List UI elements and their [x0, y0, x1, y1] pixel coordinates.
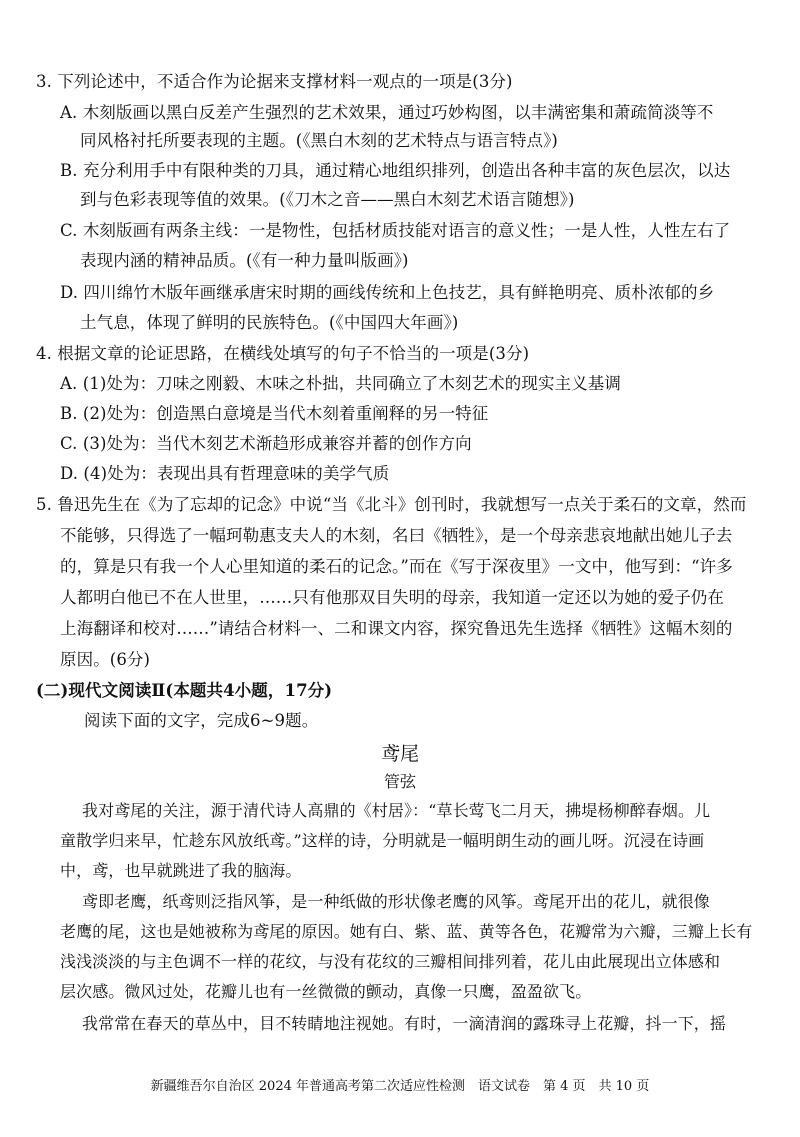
paragraph-1-line-3: 中，鸢，也早就跳进了我的脑海。: [60, 861, 302, 880]
q4-option-c: C. (3)处为：当代木刻艺术渐趋形成兼容并蓄的创作方向: [60, 434, 472, 453]
q5-line-4: 人都明白他已不在人世里，……只有他那双目失明的母亲，我知道一定还以为她的爱子仍在: [60, 588, 724, 607]
paragraph-2-line-3: 浅浅淡淡的与主色调不一样的花纹，与没有花纹的三瓣相间排列着，花儿由此展现出立体感和: [60, 952, 721, 971]
page-footer: 新疆维吾尔自治区 2024 年普通高考第二次适应性检测 语文试卷 第 4 页 共 10 页: [150, 1079, 650, 1094]
paragraph-2-line-2: 老鹰的尾，这也是她被称为鸢尾的原因。她有白、紫、蓝、黄等各色，花瓣常为六瓣，三瓣上长有: [60, 922, 753, 941]
paragraph-2-line-4: 层次感。微风过处，花瓣儿也有一丝微微的颤动，真像一只鹰，盈盈欲飞。: [60, 982, 592, 1001]
q3-stem: 3. 下列论述中，不适合作为论据来支撑材料一观点的一项是(3分): [36, 72, 513, 91]
q4-option-d: D. (4)处为：表现出具有哲理意味的美学气质: [60, 464, 390, 483]
paragraph-1-line-2: 童散学归来早，忙趁东风放纸鸢。”这样的诗，分明就是一幅明朗生动的画儿呀。沉浸在诗画: [60, 831, 705, 850]
q3-option-d: D. 四川绵竹木版年画继承唐宋时期的画线传统和上色技艺，具有鲜艳明亮、质朴浓郁的乡: [60, 283, 715, 302]
q3-option-d-cont: 土气息，体现了鲜明的民族特色。(《中国四大年画》): [80, 313, 459, 332]
paragraph-2-line-1: 鸢即老鹰，纸鸢则泛指风筝，是一种纸做的形状像老鹰的风筝。鸢尾开出的花儿，就很像: [82, 892, 710, 911]
q3-option-a: A. 木刻版画以黑白反差产生强烈的艺术效果，通过巧妙构图，以丰满密集和萧疏简淡等不: [60, 103, 714, 122]
article-title: 鸢尾: [380, 743, 419, 765]
paragraph-3-line-1: 我常常在春天的草丛中，目不转睛地注视她。有时，一滴清润的露珠寻上花瓣，抖一下，摇: [82, 1014, 727, 1033]
q3-option-c: C. 木刻版画有两条主线：一是物性，包括材质技能对语言的意义性；一是人性，人性左右了: [60, 221, 731, 240]
article-author: 管弦: [383, 772, 416, 791]
q4-stem: 4. 根据文章的论证思路，在横线处填写的句子不恰当的一项是(3分): [36, 344, 530, 363]
q3-option-c-cont: 表现内涵的精神品质。(《有一种力量叫版画》): [80, 251, 409, 270]
reading-instruction: 阅读下面的文字，完成6~9题。: [84, 711, 319, 730]
q3-option-a-cont: 同风格衬托所要表现的主题。(《黑白木刻的艺术特点与语言特点》): [80, 131, 558, 150]
paragraph-1-line-1: 我对鸢尾的关注，源于清代诗人高鼎的《村居》：“草长莺飞二月天，拂堤杨柳醉春烟。儿: [82, 801, 711, 820]
q5-line-6: 原因。(6分): [60, 650, 151, 669]
q3-option-b: B. 充分利用手中有限种类的刀具，通过精心地组织排列，创造出各种丰富的灰色层次，以达: [60, 161, 731, 180]
q3-option-b-cont: 到与色彩表现等值的效果。(《刀木之音——黑白木刻艺术语言随想》): [80, 190, 575, 209]
q5-line-1: 5. 鲁迅先生在《为了忘却的记念》中说“当《北斗》创刊时，我就想写一点关于柔石的文章，然而: [36, 495, 747, 514]
q4-option-b: B. (2)处为：创造黑白意境是当代木刻着重阐释的另一特征: [60, 404, 489, 423]
section-heading: (二)现代文阅读Ⅱ(本题共4小题，17分): [36, 681, 333, 700]
q5-line-5: 上海翻译和校对……”请结合材料一、二和课文内容，探究鲁迅先生选择《牺牲》这幅木刻的: [60, 619, 733, 638]
q5-line-3: 的，算是只有我一个人心里知道的柔石的记念。”而在《写于深夜里》一文中，他写到：“许多: [60, 557, 733, 576]
q5-line-2: 不能够，只得选了一幅珂勒惠支夫人的木刻，名曰《牺牲》，是一个母亲悲哀地献出她儿子去: [60, 526, 733, 545]
q4-option-a: A. (1)处为：刀味之刚毅、木味之朴拙，共同确立了木刻艺术的现实主义基调: [60, 374, 621, 393]
